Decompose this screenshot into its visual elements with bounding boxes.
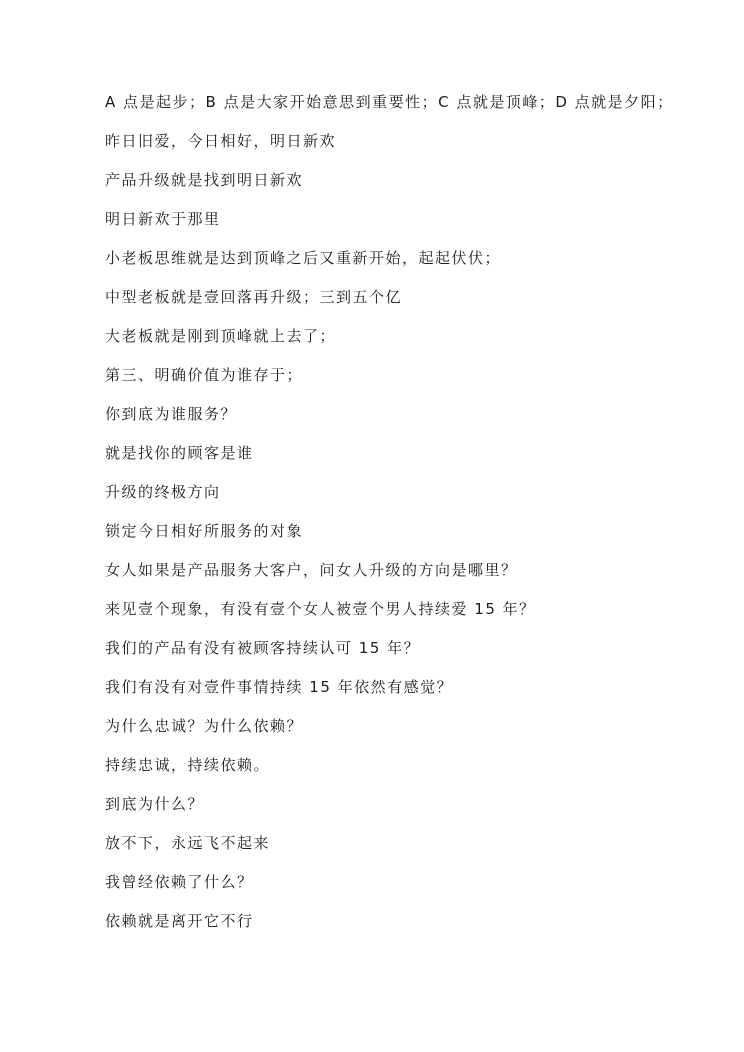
document-line: 小老板思维就是达到顶峰之后又重新开始，起起伏伏；: [105, 249, 502, 267]
document-line: 到底为什么？: [105, 795, 205, 813]
document-line: 大老板就是刚到顶峰就上去了；: [105, 327, 337, 345]
document-line: 持续忠诚，持续依赖。: [105, 756, 271, 774]
document-line: 我曾经依赖了什么？: [105, 873, 254, 891]
document-line: 放不下，永远飞不起来: [105, 834, 271, 852]
document-line: A 点是起步；B 点是大家开始意思到重要性；C 点就是顶峰；D 点就是夕阳；: [105, 93, 674, 111]
document-line: 来见壹个现象，有没有壹个女人被壹个男人持续爱 15 年？: [105, 600, 536, 618]
document-line: 依赖就是离开它不行: [105, 912, 254, 930]
document-line: 中型老板就是壹回落再升级；三到五个亿: [105, 288, 403, 306]
document-line: 明日新欢于那里: [105, 210, 221, 228]
document-text-block: [105, 93, 674, 952]
document-line: 女人如果是产品服务大客户，问女人升级的方向是哪里？: [105, 561, 518, 579]
document-line: 就是找你的顾客是谁: [105, 444, 254, 462]
document-line: 升级的终极方向: [105, 483, 221, 501]
document-line: 我们有没有对壹件事情持续 15 年依然有感觉？: [105, 678, 454, 696]
document-line: 我们的产品有没有被顾客持续认可 15 年？: [105, 639, 421, 657]
document-line: 锁定今日相好所服务的对象: [105, 522, 304, 540]
document-line: 为什么忠诚？为什么依赖？: [105, 717, 304, 735]
document-line: 第三、明确价值为谁存于；: [105, 366, 304, 384]
document-line: 昨日旧爱，今日相好，明日新欢: [105, 132, 337, 150]
document-line: 产品升级就是找到明日新欢: [105, 171, 304, 189]
document-line: 你到底为谁服务？: [105, 405, 238, 423]
